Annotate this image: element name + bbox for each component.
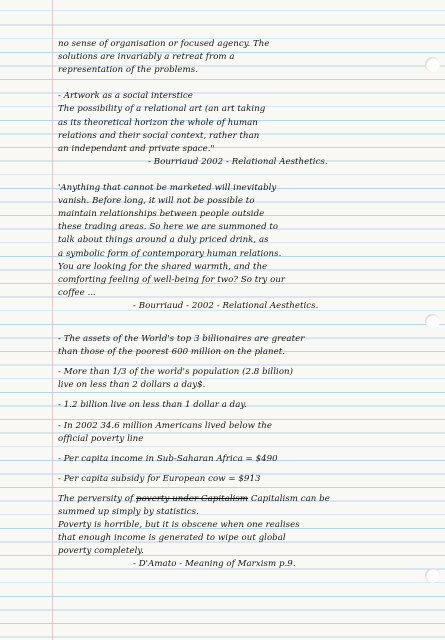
blank-line: [58, 413, 404, 420]
note-line: [58, 493, 404, 506]
handwritten-notes: [58, 38, 404, 571]
citation: - Bourriaud - 2002 - Relational Aesthetics.: [133, 300, 319, 311]
statistic-line: - Per capita subsidy for European cow = $913: [58, 473, 261, 484]
statistic-line: official poverty line: [58, 433, 144, 444]
note-line: poverty completely.: [58, 546, 144, 557]
note-line: solutions are invariably a retreat from a: [58, 52, 235, 63]
blank-line: [58, 77, 404, 90]
quote-line: maintain relationships between people outside: [58, 209, 265, 220]
crossed-out-text: poverty under Capitalism: [136, 493, 249, 504]
quote-line: coffee ...: [58, 287, 96, 298]
quote-line: You are looking for the shared warmth, and the: [58, 261, 268, 272]
note-fragment: The perversity of: [58, 493, 134, 504]
note-fragment: Capitalism can be: [250, 493, 330, 504]
blank-line: [58, 466, 404, 473]
binder-hole: [425, 568, 440, 583]
note-line: relations and their social context, rather than: [58, 130, 260, 141]
note-line: representation of the problems.: [58, 65, 198, 76]
citation: - Bourriaud 2002 - Relational Aesthetics.: [148, 156, 328, 167]
quote-line: comforting feeling of well-being for two? So try our: [58, 274, 286, 285]
blank-line: [58, 486, 404, 493]
note-line: that enough income is generated to wipe out global: [58, 533, 286, 544]
statistic-line: - In 2002 34.6 million Americans lived below the: [58, 420, 272, 431]
note-line: The possibility of a relational art (an art taking: [58, 104, 266, 115]
blank-line: [58, 446, 404, 453]
statistic-line: live on less than 2 dollars a day$.: [58, 380, 206, 391]
statistic-line: - 1.2 billion live on less than 1 dollar a day.: [58, 400, 247, 411]
note-line: no sense of organisation or focused agency. The: [58, 39, 270, 49]
statistic-line: - Per capita income in Sub-Saharan Africa = $490: [58, 453, 278, 464]
quote-line: these trading areas. So here we are summoned to: [58, 222, 279, 233]
statistic-line: - More than 1/3 of the world's population (2.8 billion): [58, 367, 294, 378]
note-line: summed up simply by statistics.: [58, 507, 199, 517]
quote-line: talk about things around a duly priced drink, as: [58, 235, 269, 246]
blank-line: [58, 326, 404, 333]
blank-line: [58, 313, 404, 326]
quote-line: a symbolic form of contemporary human relations.: [58, 248, 282, 259]
blank-line: [58, 392, 404, 399]
binder-hole: [425, 314, 440, 329]
statistic-line: than those of the poorest 600 million on the planet.: [58, 347, 286, 358]
blank-line: [58, 169, 404, 182]
blank-line: [58, 359, 404, 366]
section-heading: - Artwork as a social interstice: [58, 91, 193, 102]
statistic-line: - The assets of the World's top 3 billionaires are greater: [58, 334, 305, 345]
note-line: Poverty is horrible, but it is obscene when one realises: [58, 520, 300, 531]
note-line: as its theoretical horizon the whole of human: [58, 117, 258, 128]
binder-hole: [425, 57, 440, 72]
citation: - D'Amato - Meaning of Marxism p.9.: [133, 559, 296, 570]
margin-line: [52, 0, 53, 640]
note-line: an independant and private space.": [58, 143, 215, 154]
quote-line: 'Anything that cannot be marketed will inevitably: [58, 183, 277, 194]
quote-line: vanish. Before long, it will not be possible to: [58, 196, 255, 207]
